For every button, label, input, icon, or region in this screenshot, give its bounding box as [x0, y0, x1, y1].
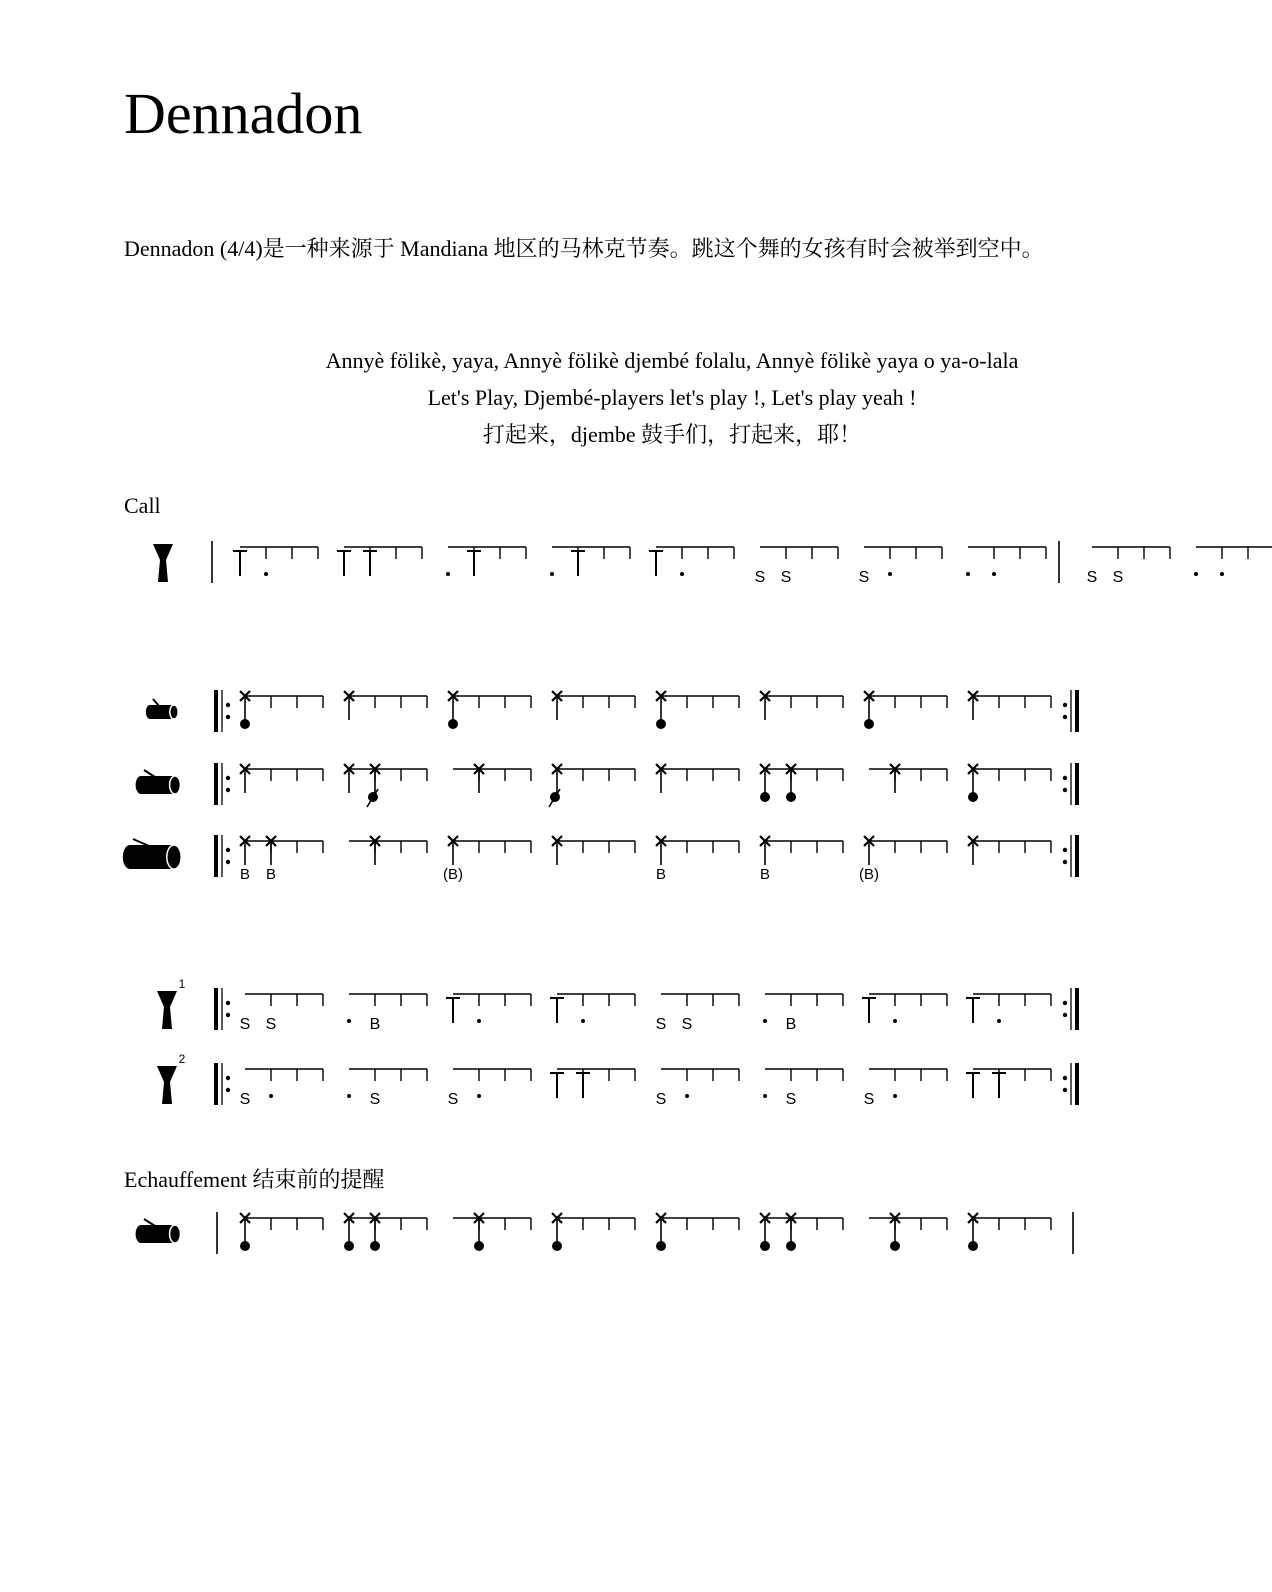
note-5-8-letter: S	[655, 1091, 667, 1108]
lyrics-line-chinese: 打起来，djembe 鼓手们，打起来，耶！	[482, 422, 862, 447]
repeat-dot	[1063, 1013, 1067, 1017]
note-5-10-rest-dot	[763, 1094, 767, 1098]
note-4-3-letter: B	[369, 1016, 381, 1033]
drumstick-icon	[153, 699, 159, 706]
note-4-0-letter: S	[239, 1016, 251, 1033]
echauffement-row	[136, 1212, 1073, 1254]
note-0-1-rest-dot	[264, 572, 268, 576]
note-2-14-bell-dot	[968, 792, 978, 802]
sangban-drum-head-icon	[170, 1225, 181, 1243]
djembe-icon	[153, 544, 173, 582]
lyrics-line-malinke: Annyè fölikè, yaya, Annyè fölikè djembé folalu, Annyè fölikè yaya o ya-o-lala	[325, 348, 1019, 373]
note-0-13-rest-dot	[888, 572, 892, 576]
note-6-14-bell-dot	[968, 1241, 978, 1251]
repeat-dot	[1063, 788, 1067, 792]
repeat-dot	[226, 1088, 230, 1092]
note-4-11-letter: B	[785, 1016, 797, 1033]
note-1-0-bell-dot	[240, 719, 250, 729]
note-5-5-rest-dot	[477, 1094, 481, 1098]
note-5-2-rest-dot	[347, 1094, 351, 1098]
note-6-10-bell-dot	[760, 1241, 770, 1251]
note-5-9-rest-dot	[685, 1094, 689, 1098]
note-4-13-rest-dot	[893, 1019, 897, 1023]
intro-paragraph: Dennadon (4/4)是一种来源于 Mandiana 地区的马林克节奏。跳这个舞的女孩有时会被举到空中。	[124, 236, 1044, 261]
drumstick-icon	[144, 770, 155, 777]
note-4-5-rest-dot	[477, 1019, 481, 1023]
repeat-dot	[1063, 848, 1067, 852]
repeat-dot	[226, 860, 230, 864]
note-6-8-bell-dot	[656, 1241, 666, 1251]
note-0-6-rest-dot	[550, 572, 554, 576]
repeat-dot	[226, 1001, 230, 1005]
note-0-4-rest-dot	[446, 572, 450, 576]
repeat-dot	[1063, 860, 1067, 864]
sangban-row	[136, 763, 1077, 807]
repeat-dot	[1063, 715, 1067, 719]
note-3-8-bass-label: B	[655, 866, 667, 883]
note-6-11-bell-dot	[786, 1241, 796, 1251]
repeat-dot	[226, 776, 230, 780]
note-6-5-bell-dot	[474, 1241, 484, 1251]
sangban-drum-head-icon	[170, 776, 181, 794]
repeat-dot	[226, 1076, 230, 1080]
repeat-dot	[226, 715, 230, 719]
note-0-18-rest-dot	[1194, 572, 1198, 576]
note-6-0-bell-dot	[240, 1241, 250, 1251]
repeat-dot	[226, 848, 230, 852]
note-0-15-rest-dot	[992, 572, 996, 576]
note-2-11-bell-dot	[786, 792, 796, 802]
note-1-8-bell-dot	[656, 719, 666, 729]
note-4-2-rest-dot	[347, 1019, 351, 1023]
note-0-19-rest-dot	[1220, 572, 1224, 576]
note-1-12-bell-dot	[864, 719, 874, 729]
note-5-3-letter: S	[369, 1091, 381, 1108]
lyrics-line-english: Let's Play, Djembé-players let's play !, Let's play yeah !	[427, 385, 917, 410]
note-6-3-bell-dot	[370, 1241, 380, 1251]
note-6-6-bell-dot	[552, 1241, 562, 1251]
note-3-12-bass-label: (B)	[859, 866, 879, 883]
note-5-11-letter: S	[785, 1091, 797, 1108]
note-0-11-letter: S	[780, 569, 792, 586]
repeat-dot	[226, 703, 230, 707]
note-0-10-letter: S	[754, 569, 766, 586]
note-5-4-letter: S	[447, 1091, 459, 1108]
call-row	[153, 541, 1272, 586]
note-6-2-bell-dot	[344, 1241, 354, 1251]
note-5-0-letter: S	[239, 1091, 251, 1108]
note-4-8-letter: S	[655, 1016, 667, 1033]
djembe-icon	[157, 991, 177, 1029]
note-1-4-bell-dot	[448, 719, 458, 729]
note-4-10-rest-dot	[763, 1019, 767, 1023]
note-0-9-rest-dot	[680, 572, 684, 576]
drumstick-icon	[133, 839, 149, 846]
repeat-dot	[1063, 776, 1067, 780]
note-5-1-rest-dot	[269, 1094, 273, 1098]
note-3-1-bass-label: B	[265, 866, 277, 883]
page-title: Dennadon	[124, 81, 363, 146]
djembe-icon	[157, 1066, 177, 1104]
note-4-7-rest-dot	[581, 1019, 585, 1023]
dundunba-drum-head-icon	[167, 845, 181, 869]
note-4-9-letter: S	[681, 1016, 693, 1033]
echauffement-section-label: Echauffement 结束前的提醒	[124, 1167, 385, 1192]
repeat-dot	[226, 788, 230, 792]
note-0-17-letter: S	[1112, 569, 1124, 586]
note-2-10-bell-dot	[760, 792, 770, 802]
repeat-dot	[1063, 1088, 1067, 1092]
repeat-dot	[1063, 1076, 1067, 1080]
kenkeni-drum-head-icon	[170, 705, 178, 719]
note-3-0-bass-label: B	[239, 866, 251, 883]
call-section-label: Call	[124, 493, 161, 518]
note-0-16-letter: S	[1086, 569, 1098, 586]
djembe-part-number: 1	[178, 977, 186, 991]
repeat-dot	[226, 1013, 230, 1017]
repeat-dot	[1063, 1001, 1067, 1005]
note-6-13-bell-dot	[890, 1241, 900, 1251]
note-3-10-bass-label: B	[759, 866, 771, 883]
dundunba-row	[123, 835, 1077, 883]
drumstick-icon	[144, 1219, 155, 1226]
note-3-4-bass-label: (B)	[443, 866, 463, 883]
djembe-2-row	[157, 1052, 1077, 1108]
note-0-14-rest-dot	[966, 572, 970, 576]
kenkeni-row	[146, 690, 1077, 732]
note-5-12-letter: S	[863, 1091, 875, 1108]
djembe-1-row	[157, 977, 1077, 1033]
djembe-part-number: 2	[178, 1052, 186, 1066]
note-5-13-rest-dot	[893, 1094, 897, 1098]
repeat-dot	[1063, 703, 1067, 707]
note-4-1-letter: S	[265, 1016, 277, 1033]
note-0-12-letter: S	[858, 569, 870, 586]
note-4-15-rest-dot	[997, 1019, 1001, 1023]
